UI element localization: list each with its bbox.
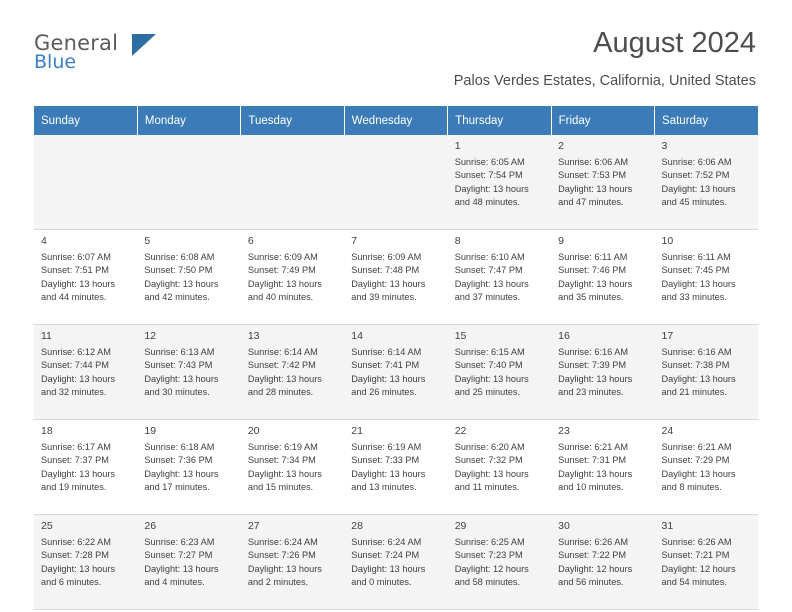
day-detail-line: and 54 minutes.	[661, 577, 727, 588]
day-detail-line: Sunrise: 6:10 AM	[454, 252, 525, 262]
day-detail-line: and 17 minutes.	[144, 482, 210, 493]
calendar-day-cell[interactable]	[344, 230, 447, 325]
day-detail-line: Sunrise: 6:06 AM	[661, 157, 732, 167]
day-detail-line: Daylight: 13 hours	[351, 468, 426, 479]
day-detail-line: and 39 minutes.	[351, 292, 417, 303]
calendar-day-cell[interactable]	[655, 325, 758, 420]
calendar-week-row	[34, 230, 758, 325]
weekday-header-row	[34, 106, 758, 135]
calendar-body	[34, 135, 758, 610]
day-detail-line: Sunset: 7:38 PM	[661, 360, 730, 371]
calendar-day-cell[interactable]	[551, 230, 654, 325]
day-detail-line: Sunrise: 6:11 AM	[661, 252, 731, 262]
calendar-day-cell[interactable]	[34, 515, 137, 610]
day-detail-line: Daylight: 13 hours	[558, 183, 633, 194]
day-number: 14	[351, 330, 363, 342]
day-detail-line: Sunset: 7:28 PM	[41, 550, 109, 561]
day-number: 20	[247, 425, 260, 437]
day-detail-line: Daylight: 13 hours	[247, 373, 322, 384]
day-detail-line: Daylight: 13 hours	[558, 468, 633, 479]
calendar-empty-cell	[137, 135, 240, 230]
day-detail-line: Daylight: 13 hours	[661, 373, 736, 384]
day-number: 26	[144, 520, 157, 532]
day-detail-line: Sunrise: 6:13 AM	[144, 347, 215, 357]
day-detail-line: Sunset: 7:32 PM	[454, 455, 523, 466]
day-number: 15	[454, 330, 467, 342]
day-number: 5	[144, 235, 151, 247]
day-detail-line: and 8 minutes.	[661, 482, 722, 493]
calendar-day-cell[interactable]	[34, 230, 137, 325]
day-detail-line: and 58 minutes.	[454, 577, 521, 588]
day-detail-line: Sunset: 7:39 PM	[558, 360, 627, 371]
calendar-day-cell[interactable]	[655, 230, 758, 325]
day-detail-line: and 42 minutes.	[144, 292, 210, 303]
title-block	[454, 26, 758, 90]
day-detail-line: Sunset: 7:51 PM	[41, 265, 109, 276]
calendar-day-cell[interactable]	[655, 135, 758, 230]
calendar-day-cell[interactable]	[551, 515, 654, 610]
day-number: 13	[247, 330, 260, 342]
day-detail-line: and 40 minutes.	[247, 292, 314, 303]
day-detail-line: Sunset: 7:22 PM	[558, 550, 627, 561]
weekday-header-monday: Monday	[137, 106, 240, 135]
day-detail-line: Sunset: 7:37 PM	[41, 455, 109, 466]
calendar-week-row	[34, 515, 758, 610]
calendar-empty-cell	[241, 135, 344, 230]
day-detail-line: Sunrise: 6:08 AM	[144, 252, 215, 262]
day-detail-line: Daylight: 13 hours	[247, 278, 322, 289]
day-detail-line: Daylight: 13 hours	[454, 278, 529, 289]
day-detail-line: Sunrise: 6:17 AM	[41, 442, 111, 452]
day-number: 27	[247, 520, 260, 532]
day-detail-line: Sunset: 7:45 PM	[661, 265, 730, 276]
day-detail-line: Sunset: 7:50 PM	[144, 265, 213, 276]
day-number: 4	[41, 235, 47, 247]
day-detail-line: Sunrise: 6:12 AM	[41, 347, 111, 357]
day-detail-line: Sunrise: 6:25 AM	[454, 537, 525, 547]
day-number: 16	[558, 330, 570, 342]
page-header	[34, 26, 758, 90]
day-detail-line: Daylight: 13 hours	[351, 278, 426, 289]
day-detail-line: and 15 minutes.	[247, 482, 314, 493]
day-detail-line: Sunrise: 6:16 AM	[661, 347, 732, 357]
day-number: 31	[661, 520, 674, 532]
day-detail-line: Sunrise: 6:05 AM	[454, 157, 525, 167]
day-detail-line: Sunset: 7:26 PM	[247, 550, 316, 561]
day-detail-line: Daylight: 13 hours	[454, 468, 529, 479]
day-detail-line: and 26 minutes.	[351, 387, 417, 398]
day-detail-line: and 10 minutes.	[558, 482, 624, 493]
calendar-day-cell[interactable]	[448, 420, 551, 515]
calendar-day-cell[interactable]	[448, 135, 551, 230]
day-detail-line: Sunset: 7:54 PM	[454, 170, 523, 181]
day-detail-line: Sunrise: 6:20 AM	[454, 442, 525, 452]
day-detail-line: Sunrise: 6:24 AM	[247, 537, 318, 547]
day-detail-line: and 45 minutes.	[661, 197, 727, 208]
day-detail-line: Daylight: 13 hours	[41, 468, 116, 479]
day-detail-line: Daylight: 13 hours	[144, 563, 219, 574]
day-detail-line: Daylight: 13 hours	[247, 468, 322, 479]
logo	[34, 26, 154, 72]
day-detail-line: Sunrise: 6:11 AM	[558, 252, 628, 262]
day-detail-line: Daylight: 13 hours	[41, 563, 116, 574]
logo-general-text: General	[34, 31, 119, 55]
day-number: 10	[661, 235, 674, 247]
calendar-day-cell[interactable]	[551, 325, 654, 420]
calendar-day-cell[interactable]	[448, 230, 551, 325]
day-detail-line: Sunset: 7:46 PM	[558, 265, 627, 276]
day-number: 7	[351, 235, 358, 247]
calendar-day-cell[interactable]	[241, 515, 344, 610]
day-detail-line: Sunrise: 6:09 AM	[247, 252, 318, 262]
day-number: 6	[247, 235, 254, 247]
day-detail-line: and 13 minutes.	[351, 482, 417, 493]
day-detail-line: Daylight: 13 hours	[351, 373, 426, 384]
day-detail-line: and 30 minutes.	[144, 387, 210, 398]
calendar-day-cell[interactable]	[344, 515, 447, 610]
day-number: 3	[661, 140, 668, 152]
calendar-week-row	[34, 135, 758, 230]
weekday-header-wednesday: Wednesday	[344, 106, 447, 135]
day-detail-line: and 4 minutes.	[144, 577, 205, 588]
day-number: 25	[41, 520, 53, 532]
day-detail-line: Daylight: 13 hours	[558, 373, 633, 384]
day-detail-line: Sunset: 7:34 PM	[247, 455, 316, 466]
day-detail-line: Daylight: 13 hours	[247, 563, 322, 574]
day-detail-line: and 19 minutes.	[41, 482, 107, 493]
location-subtitle: Palos Verdes Estates, California, United States	[453, 73, 756, 89]
day-detail-line: and 21 minutes.	[661, 387, 727, 398]
calendar-day-cell[interactable]	[344, 325, 447, 420]
day-number: 19	[144, 425, 157, 437]
day-detail-line: Sunset: 7:33 PM	[351, 455, 420, 466]
calendar-day-cell[interactable]	[34, 420, 137, 515]
day-detail-line: Daylight: 13 hours	[454, 183, 529, 194]
day-detail-line: Daylight: 13 hours	[144, 278, 219, 289]
calendar-day-cell[interactable]	[551, 135, 654, 230]
day-number: 28	[351, 520, 363, 532]
day-number: 22	[454, 425, 467, 437]
day-detail-line: Sunrise: 6:26 AM	[558, 537, 629, 547]
day-detail-line: and 37 minutes.	[454, 292, 521, 303]
calendar-day-cell[interactable]	[137, 230, 240, 325]
day-detail-line: and 11 minutes.	[454, 482, 520, 493]
logo-blue-text: Blue	[34, 51, 77, 73]
calendar-day-cell[interactable]	[448, 325, 551, 420]
calendar-day-cell[interactable]	[655, 515, 758, 610]
day-number: 30	[558, 520, 570, 532]
calendar-day-cell[interactable]	[137, 325, 240, 420]
calendar-day-cell[interactable]	[241, 230, 344, 325]
day-detail-line: Sunset: 7:43 PM	[144, 360, 213, 371]
day-number: 9	[558, 235, 564, 247]
day-detail-line: Sunrise: 6:19 AM	[351, 442, 422, 452]
day-number: 11	[41, 330, 52, 342]
day-number: 24	[661, 425, 674, 437]
calendar-table	[34, 106, 758, 610]
day-detail-line: Sunrise: 6:14 AM	[351, 347, 422, 357]
day-detail-line: and 44 minutes.	[41, 292, 107, 303]
day-detail-line: and 25 minutes.	[454, 387, 521, 398]
day-detail-line: Sunrise: 6:21 AM	[661, 442, 732, 452]
page-title: August 2024	[593, 27, 756, 59]
day-number: 12	[144, 330, 157, 342]
day-detail-line: Sunrise: 6:23 AM	[144, 537, 215, 547]
day-detail-line: and 48 minutes.	[454, 197, 521, 208]
day-detail-line: Daylight: 12 hours	[558, 563, 633, 574]
day-detail-line: Daylight: 13 hours	[351, 563, 426, 574]
day-detail-line: Daylight: 12 hours	[661, 563, 736, 574]
day-detail-line: Sunset: 7:42 PM	[247, 360, 316, 371]
day-number: 1	[454, 140, 461, 152]
day-detail-line: Daylight: 13 hours	[144, 468, 219, 479]
day-detail-line: and 23 minutes.	[558, 387, 624, 398]
weekday-header-saturday: Saturday	[655, 106, 758, 135]
day-number: 8	[454, 235, 461, 247]
day-detail-line: Daylight: 13 hours	[454, 373, 529, 384]
day-detail-line: Daylight: 13 hours	[661, 183, 736, 194]
day-detail-line: Sunset: 7:48 PM	[351, 265, 420, 276]
day-detail-line: and 28 minutes.	[247, 387, 314, 398]
day-detail-line: Sunset: 7:24 PM	[351, 550, 420, 561]
day-detail-line: and 32 minutes.	[41, 387, 107, 398]
day-detail-line: Sunset: 7:49 PM	[247, 265, 316, 276]
day-detail-line: Sunset: 7:36 PM	[144, 455, 213, 466]
day-number: 18	[41, 425, 53, 437]
day-detail-line: Sunset: 7:53 PM	[558, 170, 627, 181]
day-detail-line: Sunset: 7:40 PM	[454, 360, 523, 371]
day-detail-line: and 6 minutes.	[41, 577, 102, 588]
day-detail-line: Sunset: 7:27 PM	[144, 550, 213, 561]
calendar-day-cell[interactable]	[137, 420, 240, 515]
day-detail-line: Sunset: 7:29 PM	[661, 455, 730, 466]
calendar-empty-cell	[34, 135, 137, 230]
day-detail-line: Sunrise: 6:07 AM	[41, 252, 111, 262]
day-detail-line: Daylight: 12 hours	[454, 563, 529, 574]
weekday-header-friday: Friday	[551, 106, 654, 135]
calendar-week-row	[34, 325, 758, 420]
day-detail-line: Daylight: 13 hours	[144, 373, 219, 384]
day-detail-line: Sunset: 7:21 PM	[661, 550, 730, 561]
calendar-week-row	[34, 420, 758, 515]
day-detail-line: Sunset: 7:47 PM	[454, 265, 523, 276]
day-detail-line: Sunrise: 6:19 AM	[247, 442, 318, 452]
day-detail-line: Sunrise: 6:18 AM	[144, 442, 215, 452]
day-detail-line: Sunrise: 6:26 AM	[661, 537, 732, 547]
calendar-day-cell[interactable]	[551, 420, 654, 515]
day-detail-line: Sunset: 7:52 PM	[661, 170, 730, 181]
weekday-header-thursday: Thursday	[448, 106, 551, 135]
calendar-day-cell[interactable]	[241, 325, 344, 420]
day-detail-line: Sunrise: 6:15 AM	[454, 347, 525, 357]
calendar-day-cell[interactable]	[655, 420, 758, 515]
day-detail-line: Sunrise: 6:22 AM	[41, 537, 111, 547]
day-detail-line: Sunrise: 6:16 AM	[558, 347, 629, 357]
day-detail-line: Daylight: 13 hours	[661, 278, 736, 289]
calendar-day-cell[interactable]	[241, 420, 344, 515]
day-detail-line: and 35 minutes.	[558, 292, 624, 303]
day-detail-line: Sunset: 7:44 PM	[41, 360, 109, 371]
day-number: 17	[661, 330, 674, 342]
day-number: 23	[558, 425, 570, 437]
day-detail-line: Sunrise: 6:09 AM	[351, 252, 422, 262]
day-detail-line: and 47 minutes.	[558, 197, 624, 208]
day-detail-line: Daylight: 13 hours	[661, 468, 736, 479]
day-detail-line: and 56 minutes.	[558, 577, 624, 588]
weekday-header-tuesday: Tuesday	[241, 106, 344, 135]
day-detail-line: Daylight: 13 hours	[41, 373, 116, 384]
day-detail-line: Daylight: 13 hours	[41, 278, 116, 289]
day-detail-line: Sunrise: 6:21 AM	[558, 442, 629, 452]
calendar-day-cell[interactable]	[448, 515, 551, 610]
weekday-header-sunday: Sunday	[34, 106, 137, 135]
day-detail-line: and 33 minutes.	[661, 292, 727, 303]
day-detail-line: Daylight: 13 hours	[558, 278, 633, 289]
day-detail-line: Sunrise: 6:14 AM	[247, 347, 318, 357]
flag-icon	[132, 34, 156, 56]
day-number: 29	[454, 520, 467, 532]
calendar-empty-cell	[344, 135, 447, 230]
day-detail-line: and 2 minutes.	[247, 577, 309, 588]
day-detail-line: Sunset: 7:23 PM	[454, 550, 523, 561]
day-detail-line: and 0 minutes.	[351, 577, 412, 588]
calendar-day-cell[interactable]	[34, 325, 137, 420]
day-detail-line: Sunset: 7:41 PM	[351, 360, 420, 371]
day-number: 2	[558, 140, 564, 152]
calendar-day-cell[interactable]	[137, 515, 240, 610]
calendar-day-cell[interactable]	[344, 420, 447, 515]
day-detail-line: Sunset: 7:31 PM	[558, 455, 627, 466]
day-number: 21	[351, 425, 363, 437]
day-detail-line: Sunrise: 6:24 AM	[351, 537, 422, 547]
day-detail-line: Sunrise: 6:06 AM	[558, 157, 629, 167]
